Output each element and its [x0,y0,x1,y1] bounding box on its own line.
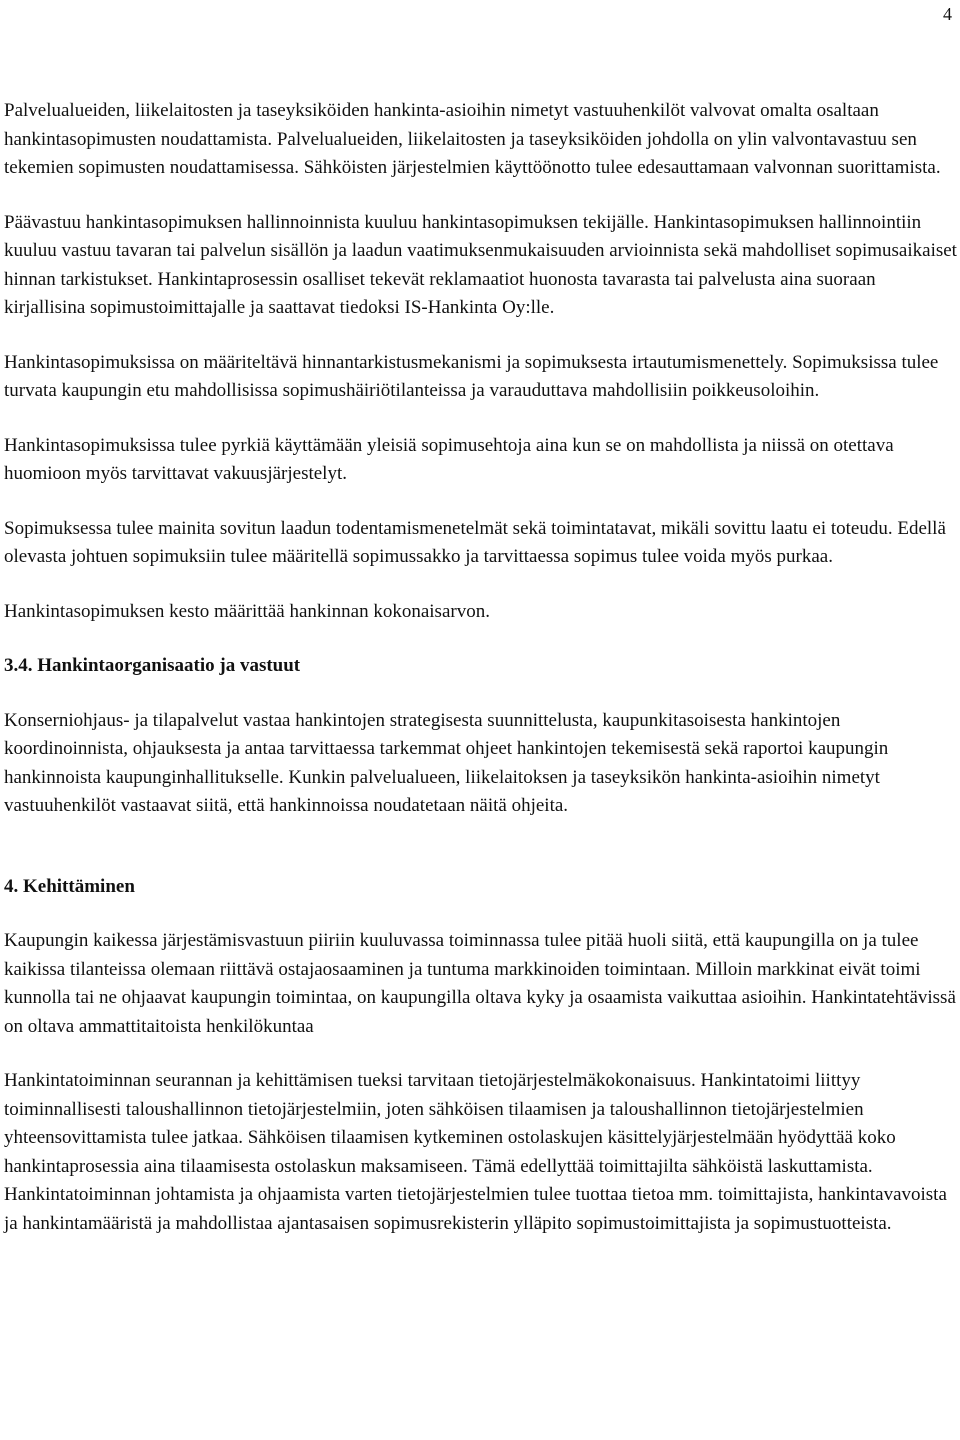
paragraph-organisation: Konserniohjaus- ja tilapalvelut vastaa hankintojen strategisesta suunnittelusta, kaupunkitasoisesta hankintojen koordinoinnista, ohjauksesta ja antaa tarvittaessa tarkemmat ohjeet hankintojen tekemisestä sekä raportoi kaupungin hankinnoista kaupunginhallitukselle. Kunkin palvelualueen, liikelaitoksen ja taseyksikön hankinta-asioihin nimetyt vastuuhenkilöt vastaavat siitä, että hankinnoissa noudatetaan näitä ohjeita. [4,709,889,816]
paragraph-contract-management: Päävastuu hankintasopimuksen hallinnoinnista kuuluu hankintasopimuksen tekijälle. Hankintasopimuksen hallinnointiin kuuluu vastuu tavaran tai palvelun sisällön ja laadun vaatimuksenmukaisuuden arvioinnista sekä mahdolliset sopimusaikaiset hinnan tarkistukset. Hankintaprosessin osalliset tekevät reklamaatiot huonosta tavarasta tai palvelusta aina suoraan kirjallisina sopimustoimittajalle ja saattavat tiedoksi IS-Hankinta Oy:lle. [4,211,957,318]
document-body [4,97,959,1238]
paragraph-information-systems: Hankintatoiminnan seurannan ja kehittämisen tueksi tarvitaan tietojärjestelmäkokonaisuus. Hankintatoimi liittyy toiminnallisesti taloushallinnon tietojärjestelmiin, joten sähköisen tilaamisen ja taloushallinnon tietojärjestelmien yhteensovittamista tulee jatkaa. Sähköisen tilaamisen kytkeminen ostolaskujen käsittelyjärjestelmään hyödyttää koko hankintaprosessia aina tilaamisesta ostolaskun maksamiseen. Tämä edellyttää toimittajilta sähköistä laskuttamista. Hankintatoiminnan johtamista ja ohjaamista varten tietojärjestelmien tulee tuottaa tietoa mm. toimittajista, hankintavavoista ja hankintamääristä ja mahdollistaa ajantasaisen sopimusrekisterin ylläpito sopimustoimittajista ja sopimustuotteista. [4,1070,947,1234]
paragraph-general-terms: Hankintasopimuksissa tulee pyrkiä käyttämään yleisiä sopimusehtoja aina kun se on mahdollista ja niissä on otettava huomioon myös tarvittavat vakuusjärjestelyt. [4,434,894,484]
page-number: 4 [943,4,952,24]
section-heading-3-4: 3.4. Hankintaorganisaatio ja vastuut [4,655,301,676]
paragraph-quality-verification: Sopimuksessa tulee mainita sovitun laadun todentamismenetelmät sekä toimintatavat, mikäli sovittu laatu ei toteudu. Edellä olevasta johtuen sopimuksiin tulee määritellä sopimussakko ja tarvittaessa sopimus tulee voida myös purkaa. [4,517,946,567]
section-heading-4: 4. Kehittäminen [4,875,135,897]
paragraph-buyer-competence: Kaupungin kaikessa järjestämisvastuun piiriin kuuluvassa toiminnassa tulee pitää huoli siitä, että kaupungilla on ja tulee kaikissa tilanteissa olemaan riittävä ostajaosaaminen ja tuntuma markkinoiden toimintaan. Milloin markkinat eivät toimi kunnolla tai ne ohjaavat kaupungin toimintaa, on kaupungilla oltava kyky ja osaamista vaikuttaa asioihin. Hankintatehtävissä on oltava ammattitaitoista henkilökuntaa [4,930,956,1037]
paragraph-oversight: Palvelualueiden, liikelaitosten ja taseyksiköiden hankinta-asioihin nimetyt vastuuhenkilöt valvovat omalta osaltaan hankintasopimusten noudattamista. Palvelualueiden, liikelaitosten ja taseyksiköiden johdolla on ylin valvontavastuu sen tekemien sopimusten noudattamisessa. Sähköisten järjestelmien käyttöönotto tulee edesauttamaan valvonnan suorittamista. [4,100,941,178]
paragraph-contract-duration: Hankintasopimuksen kesto määrittää hankinnan kokonaisarvon. [4,600,490,622]
paragraph-price-review: Hankintasopimuksissa on määriteltävä hinnantarkistusmekanismi ja sopimuksesta irtautumismenettely. Sopimuksissa tulee turvata kaupungin etu mahdollisissa sopimushäiriötilanteissa ja varauduttava mahdollisiin poikkeusoloihin. [4,351,939,401]
